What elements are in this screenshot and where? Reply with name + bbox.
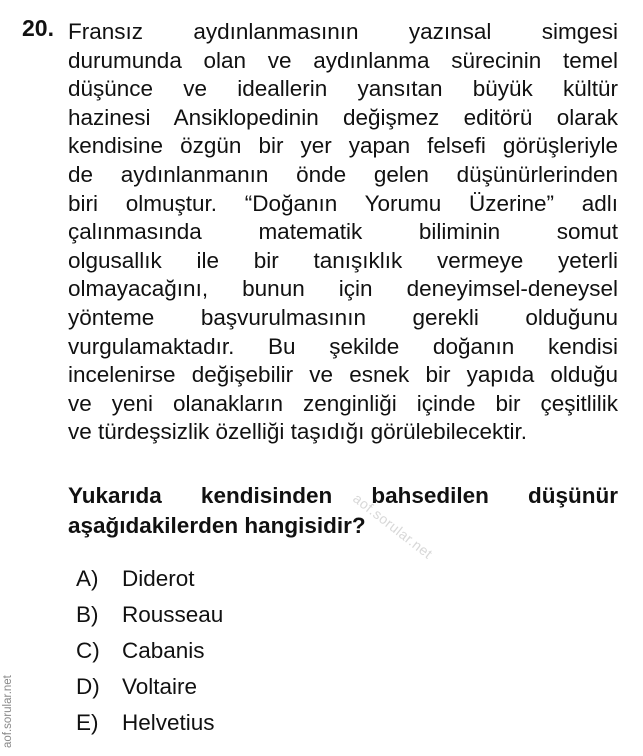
option-a[interactable]: [76, 561, 376, 597]
question-line: hazinesi Ansiklopedinin değişmez editörü olarak: [68, 104, 618, 130]
question-line: ve yeni olanakların zenginliği içinde bir çeşitlilik: [68, 390, 618, 416]
question-line: olmayacağını, bunun için deneyimsel-deneysel: [68, 276, 618, 302]
option-text: Cabanis: [122, 638, 205, 663]
option-text: Helvetius: [122, 710, 215, 735]
question-prompt: [68, 481, 618, 541]
question-line: kendisine özgün bir yer yapan felsefi görüşleriyle: [68, 133, 618, 159]
option-d[interactable]: [76, 669, 376, 705]
option-letter: B): [76, 602, 99, 627]
answer-options: [76, 561, 376, 741]
question-number: 20.: [22, 15, 54, 41]
question-line: biri olmuştur. “Doğanın Yorumu Üzerine” adlı: [68, 190, 618, 216]
option-letter: D): [76, 674, 100, 699]
watermark-diagonal: aof.sorular.net: [350, 490, 436, 562]
question-line: incelenirse değişebilir ve esnek bir yapıda olduğu: [68, 362, 618, 388]
option-letter: C): [76, 638, 100, 663]
question-line: durumunda olan ve aydınlanma sürecinin temel: [68, 47, 618, 73]
question-line: yönteme başvurulmasının gerekli olduğunu: [68, 304, 618, 330]
question-line: düşünce ve ideallerin yansıtan büyük kültür: [68, 76, 618, 102]
question-line: çalınmasında matematik biliminin somut: [68, 219, 618, 245]
option-letter: E): [76, 710, 99, 735]
question-line: olgusallık ile bir tanışıklık vermeye yeterli: [68, 247, 618, 273]
question-line: ve türdeşsizlik özelliği taşıdığı görülebilecektir.: [68, 419, 527, 445]
question-line: vurgulamaktadır. Bu şekilde doğanın kendisi: [68, 333, 618, 359]
prompt-line: aşağıdakilerden hangisidir?: [68, 513, 366, 538]
option-text: Diderot: [122, 566, 195, 591]
prompt-line: Yukarıda kendisinden bahsedilen düşünür: [68, 483, 618, 508]
question-line: de aydınlanmanın önde gelen düşünürlerinden: [68, 161, 618, 187]
question-text: [68, 18, 618, 447]
option-letter: A): [76, 566, 99, 591]
option-e[interactable]: [76, 705, 376, 741]
option-b[interactable]: [76, 597, 376, 633]
question-line: Fransız aydınlanmasının yazınsal simgesi: [68, 19, 618, 44]
watermark-side: aof.sorular.net: [2, 675, 14, 748]
option-text: Rousseau: [122, 602, 224, 627]
option-text: Voltaire: [122, 674, 198, 699]
option-c[interactable]: [76, 633, 376, 669]
